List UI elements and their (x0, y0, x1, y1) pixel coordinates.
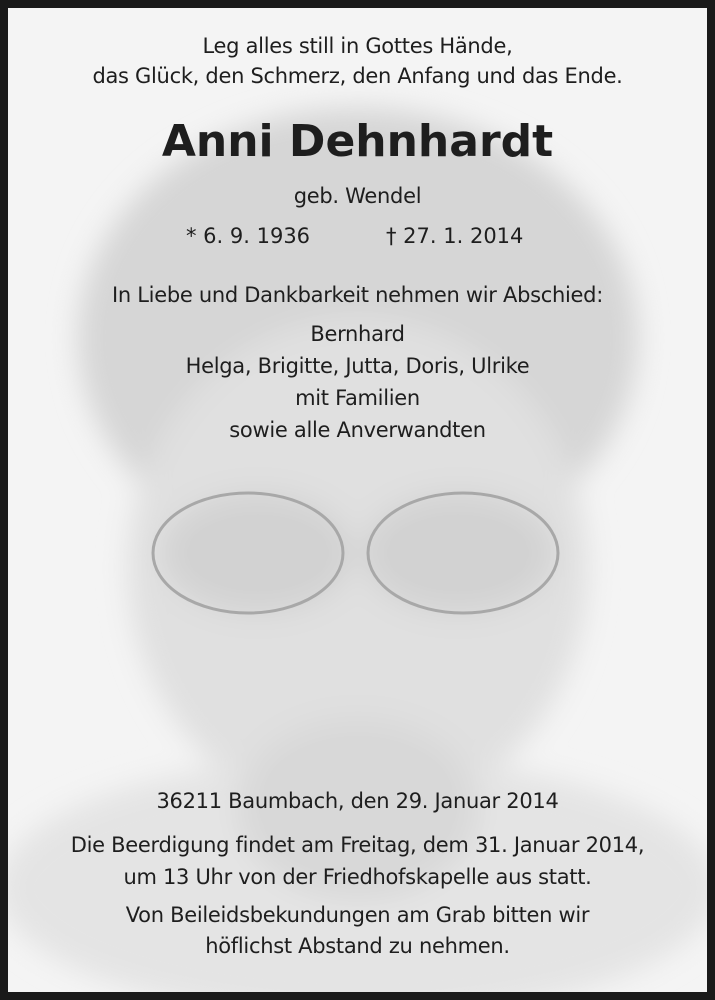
verse-line-2: das Glück, den Schmerz, den Anfang und das Ende. (92, 64, 623, 88)
funeral-line-2: um 13 Uhr von der Friedhofskapelle aus statt. (123, 865, 592, 889)
farewell-text: In Liebe und Dankbarkeit nehmen wir Abschied: (112, 283, 603, 307)
mourner-line: sowie alle Anverwandten (229, 418, 486, 442)
request-line-2: höflichst Abstand zu nehmen. (205, 934, 510, 958)
mourner-line: Helga, Brigitte, Jutta, Doris, Ulrike (185, 354, 530, 378)
funeral-line-1: Die Beerdigung findet am Freitag, dem 31. Januar 2014, (70, 833, 645, 857)
maiden-name: geb. Wendel (293, 184, 422, 208)
verse-line-1: Leg alles still in Gottes Hände, (202, 34, 513, 58)
birth-date: * 6. 9. 1936 (186, 224, 311, 248)
request-line-1: Von Beileidsbekundungen am Grab bitten wir (125, 903, 590, 927)
mourner-line: Bernhard (310, 322, 405, 346)
deceased-name: Anni Dehnhardt (161, 116, 554, 167)
place-date: 36211 Baumbach, den 29. Januar 2014 (156, 789, 559, 813)
mourner-line: mit Familien (295, 386, 420, 410)
death-date: † 27. 1. 2014 (386, 224, 524, 248)
